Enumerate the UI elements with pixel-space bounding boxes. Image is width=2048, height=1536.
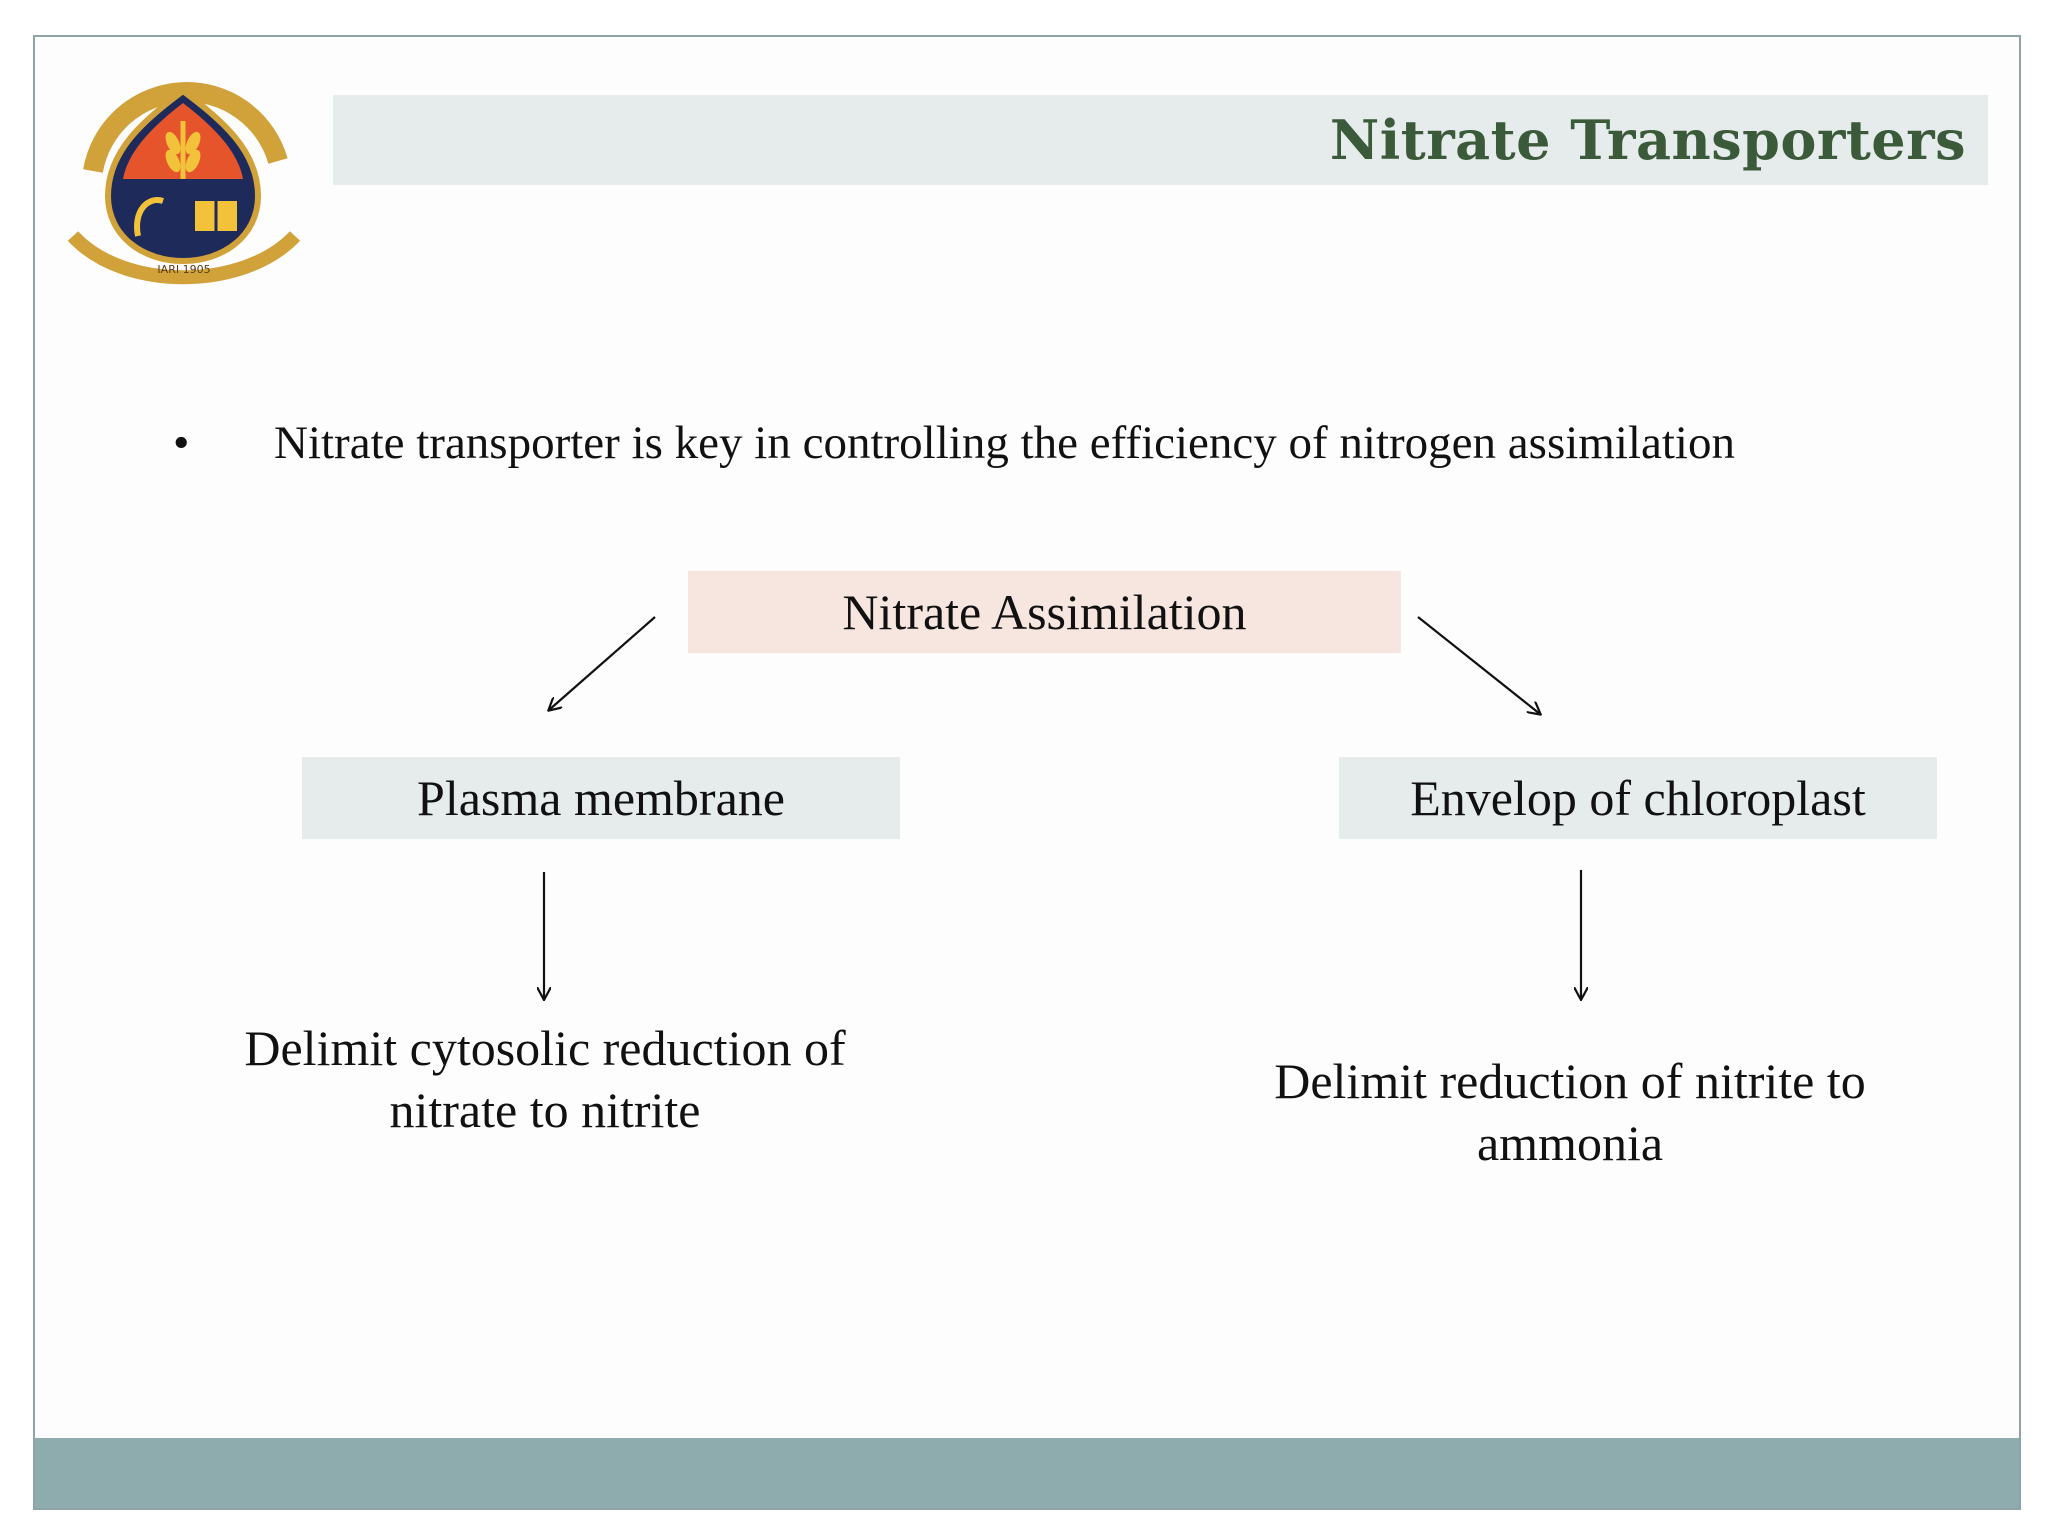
bullet-marker: •	[173, 417, 190, 469]
title-bar	[333, 95, 1988, 185]
right-result-text: Delimit reduction of nitrite to ammonia	[1274, 1053, 1866, 1171]
arrow-root-to-left	[549, 617, 655, 710]
left-node-label: Plasma membrane	[417, 770, 785, 826]
slide-title: Nitrate Transporters	[1329, 108, 1966, 172]
bullet-point	[173, 412, 1873, 474]
left-result-text: Delimit cytosolic reduction of nitrate to nitrite	[244, 1020, 846, 1138]
left-node-box	[302, 757, 900, 839]
right-node-label: Envelop of chloroplast	[1410, 770, 1866, 826]
iari-logo	[53, 51, 315, 301]
bullet-text: Nitrate transporter is key in controlling the efficiency of nitrogen assimilation	[274, 417, 1735, 469]
svg-text:IARI 1905: IARI 1905	[157, 263, 211, 276]
root-node-box	[688, 571, 1401, 653]
root-node-label: Nitrate Assimilation	[842, 584, 1247, 640]
arrow-root-to-right	[1418, 617, 1540, 714]
iari-emblem-icon	[53, 51, 315, 301]
slide	[33, 35, 2021, 1510]
footer-bar	[35, 1438, 2019, 1508]
right-node-box	[1339, 757, 1937, 839]
